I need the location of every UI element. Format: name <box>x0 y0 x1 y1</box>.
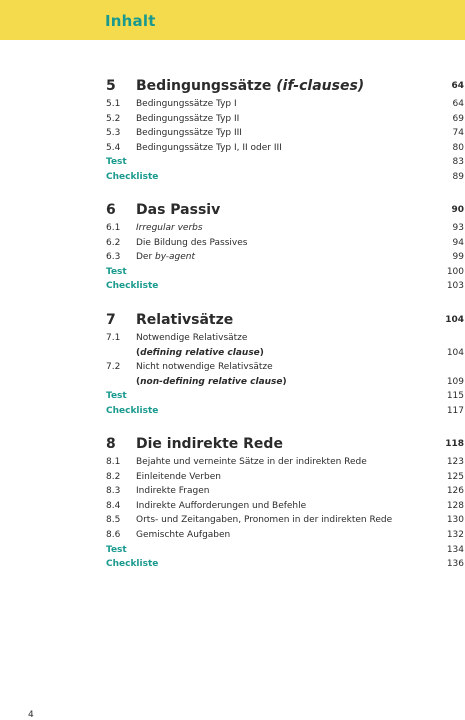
chapter-number: 5 <box>106 78 116 94</box>
test-page: 83 <box>452 157 464 168</box>
entry-label <box>136 484 209 499</box>
chapter-title-main: Das Passiv <box>136 202 221 218</box>
toc-chapter-heading[interactable] <box>106 200 464 220</box>
entry-label-text: Bedingungssätze Typ I, II oder III <box>136 142 282 153</box>
toc-entry[interactable] <box>106 484 464 499</box>
chapter-page: 90 <box>451 205 464 215</box>
entry-label-suffix: ) <box>259 347 264 358</box>
chapter-title-italic: (if-clauses) <box>276 78 365 94</box>
checkliste-page: 103 <box>446 281 464 292</box>
chapter-page: 118 <box>445 439 464 449</box>
entry-label <box>136 97 237 112</box>
toc-checkliste-link[interactable] <box>106 557 464 572</box>
toc-entry[interactable] <box>106 250 464 265</box>
toc-test-link[interactable] <box>106 155 464 170</box>
entry-label <box>136 346 264 361</box>
entry-label <box>136 331 247 346</box>
entry-label <box>136 126 242 141</box>
entry-label <box>136 470 221 485</box>
entry-page: 69 <box>452 113 464 124</box>
toc-test-link[interactable] <box>106 265 464 280</box>
entry-number: 6.2 <box>106 237 121 248</box>
entry-label <box>136 360 273 375</box>
entry-label <box>136 236 247 251</box>
entry-label-text: Gemischte Aufgaben <box>136 530 231 540</box>
checkliste-label: Checkliste <box>106 172 159 182</box>
entry-number: 6.1 <box>106 223 121 233</box>
entry-label-text: ( <box>136 376 141 387</box>
entry-label-text: Einleitende Verben <box>136 471 221 482</box>
toc-test-link[interactable] <box>106 389 464 404</box>
entry-label-text: Bedingungssätze Typ III <box>136 128 242 139</box>
checkliste-label: Checkliste <box>106 406 159 416</box>
entry-page: 132 <box>446 530 464 540</box>
entry-page: 104 <box>446 347 464 358</box>
entry-page: 74 <box>452 128 464 139</box>
entry-label-text: Nicht notwendige Relativsätze <box>136 362 273 373</box>
toc-entry[interactable] <box>106 331 464 346</box>
entry-label <box>136 375 287 390</box>
test-page: 134 <box>446 544 464 555</box>
test-label: Test <box>106 266 127 277</box>
entry-page: 126 <box>446 486 464 497</box>
entry-label-text: Orts- und Zeitangaben, Pronomen in der indirekten Rede <box>136 515 393 526</box>
entry-label-text: Der <box>136 252 156 263</box>
entry-page: 94 <box>452 237 464 248</box>
toc-entry-continuation[interactable] <box>106 375 464 390</box>
toc-entry[interactable] <box>106 528 464 543</box>
toc-chapter-heading[interactable] <box>106 434 464 454</box>
entry-page: 130 <box>446 515 464 526</box>
test-label: Test <box>106 544 127 555</box>
entry-label-text: Indirekte Fragen <box>136 486 210 497</box>
toc-entry-continuation[interactable] <box>106 346 464 361</box>
entry-label <box>136 455 367 470</box>
entry-page: 80 <box>452 142 464 153</box>
entry-number: 8.5 <box>106 515 121 526</box>
test-label: Test <box>106 391 127 402</box>
page-number: 4 <box>28 710 34 720</box>
entry-page: 125 <box>446 471 464 482</box>
entry-page: 109 <box>446 376 464 387</box>
toc-entry[interactable] <box>106 236 464 251</box>
toc-chapter-heading[interactable] <box>106 76 464 96</box>
entry-number: 8.6 <box>106 530 121 540</box>
entry-label <box>136 528 230 543</box>
entry-label <box>136 250 195 265</box>
checkliste-page: 117 <box>446 406 464 416</box>
checkliste-label: Checkliste <box>106 559 159 570</box>
entry-label-italic: defining relative clause <box>140 347 260 358</box>
toc-test-link[interactable] <box>106 543 464 558</box>
entry-label-text: Indirekte Aufforderungen und Befehle <box>136 500 307 511</box>
chapter-title-main: Die indirekte Rede <box>136 436 283 452</box>
chapter-title <box>136 76 364 96</box>
toc-entry[interactable] <box>106 126 464 141</box>
toc-entry[interactable] <box>106 470 464 485</box>
page-header <box>0 0 465 40</box>
entry-label <box>136 513 392 528</box>
test-label: Test <box>106 157 127 168</box>
chapter-page: 64 <box>451 81 464 91</box>
chapter-page: 104 <box>445 315 464 325</box>
entry-number: 8.3 <box>106 486 121 497</box>
toc-entry[interactable] <box>106 221 464 236</box>
entry-number: 6.3 <box>106 252 121 263</box>
entry-label-italic: non-defining relative clause <box>140 376 283 387</box>
entry-number: 8.4 <box>106 500 121 511</box>
entry-page: 64 <box>452 99 464 109</box>
checkliste-label: Checkliste <box>106 281 159 292</box>
toc-checkliste-link[interactable] <box>106 404 464 419</box>
entry-page: 128 <box>446 500 464 511</box>
entry-label <box>136 221 203 236</box>
toc-checkliste-link[interactable] <box>106 170 464 185</box>
entry-label-text: Bedingungssätze Typ II <box>136 113 240 124</box>
entry-label-text: Die Bildung des Passives <box>136 237 248 248</box>
chapter-title <box>136 310 233 330</box>
toc-entry[interactable] <box>106 97 464 112</box>
entry-label <box>136 112 239 127</box>
entry-number: 8.2 <box>106 471 121 482</box>
checkliste-page: 89 <box>452 172 464 182</box>
toc-chapter-heading[interactable] <box>106 310 464 330</box>
entry-label <box>136 499 306 514</box>
entry-label-suffix: ) <box>282 376 287 387</box>
entry-label <box>136 141 282 156</box>
entry-label-italic: by-agent <box>155 252 195 263</box>
page-title: Inhalt <box>105 12 156 30</box>
chapter-number: 6 <box>106 202 116 218</box>
chapter-number: 8 <box>106 436 116 452</box>
entry-page: 123 <box>446 457 464 467</box>
toc-entry[interactable] <box>106 141 464 156</box>
entry-number: 5.4 <box>106 142 121 153</box>
chapter-title-main: Bedingungssätze <box>136 78 277 94</box>
toc-entry[interactable] <box>106 360 464 375</box>
chapter-title-main: Relativsätze <box>136 312 234 328</box>
entry-page: 93 <box>452 223 464 233</box>
entry-number: 5.1 <box>106 99 121 109</box>
test-page: 115 <box>446 391 464 402</box>
chapter-title <box>136 200 220 220</box>
entry-label-italic: Irregular verbs <box>136 223 203 233</box>
entry-number: 5.3 <box>106 128 121 139</box>
toc-entry[interactable] <box>106 112 464 127</box>
entry-number: 7.1 <box>106 333 121 343</box>
test-page: 100 <box>446 266 464 277</box>
toc-entry[interactable] <box>106 455 464 470</box>
checkliste-page: 136 <box>446 559 464 570</box>
entry-number: 7.2 <box>106 362 121 373</box>
entry-label-text: Bedingungssätze Typ I <box>136 99 237 109</box>
chapter-title <box>136 434 283 454</box>
entry-label-text: Bejahte und verneinte Sätze in der indirekten Rede <box>136 457 367 467</box>
entry-number: 8.1 <box>106 457 121 467</box>
toc-entry[interactable] <box>106 513 464 528</box>
entry-number: 5.2 <box>106 113 121 124</box>
entry-label-text: ( <box>136 347 141 358</box>
entry-label-text: Notwendige Relativsätze <box>136 333 248 343</box>
toc-checkliste-link[interactable] <box>106 279 464 294</box>
entry-page: 99 <box>452 252 464 263</box>
toc-entry[interactable] <box>106 499 464 514</box>
chapter-number: 7 <box>106 312 116 328</box>
